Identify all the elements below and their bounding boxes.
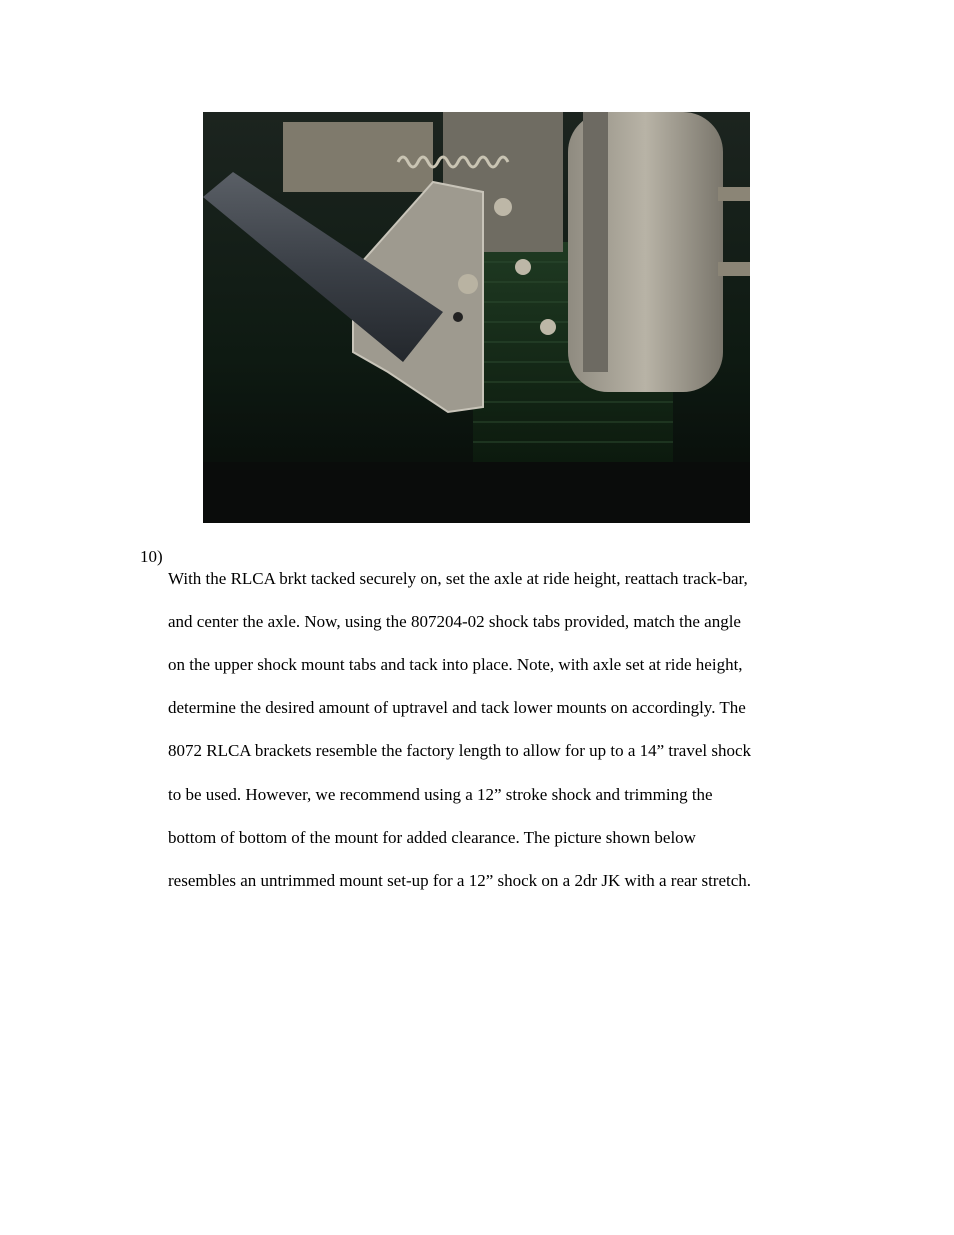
step-line: bottom of bottom of the mount for added clearance. The picture shown below: [168, 827, 696, 847]
step-line: determine the desired amount of uptravel and tack lower mounts on accordingly. The: [168, 698, 746, 718]
step-line: 8072 RLCA brackets resemble the factory length to allow for up to a 14” travel shock: [168, 741, 752, 761]
instruction-step: [140, 546, 830, 913]
step-line: and center the axle. Now, using the 807204-02 shock tabs provided, match the angle: [168, 611, 741, 631]
step-line: With the RLCA brkt tacked securely on, set the axle at ride height, reattach track-bar,: [168, 568, 748, 588]
step-text: [168, 546, 830, 913]
axle-bracket-photo: [203, 112, 750, 523]
step-line: to be used. However, we recommend using a 12” stroke shock and trimming the: [168, 784, 713, 804]
step-number: 10): [140, 547, 163, 566]
step-line: on the upper shock mount tabs and tack into place. Note, with axle set at ride height,: [168, 654, 743, 674]
photo-illustration: [203, 112, 750, 523]
step-line: resembles an untrimmed mount set-up for a 12” shock on a 2dr JK with a rear stretch.: [168, 870, 752, 890]
